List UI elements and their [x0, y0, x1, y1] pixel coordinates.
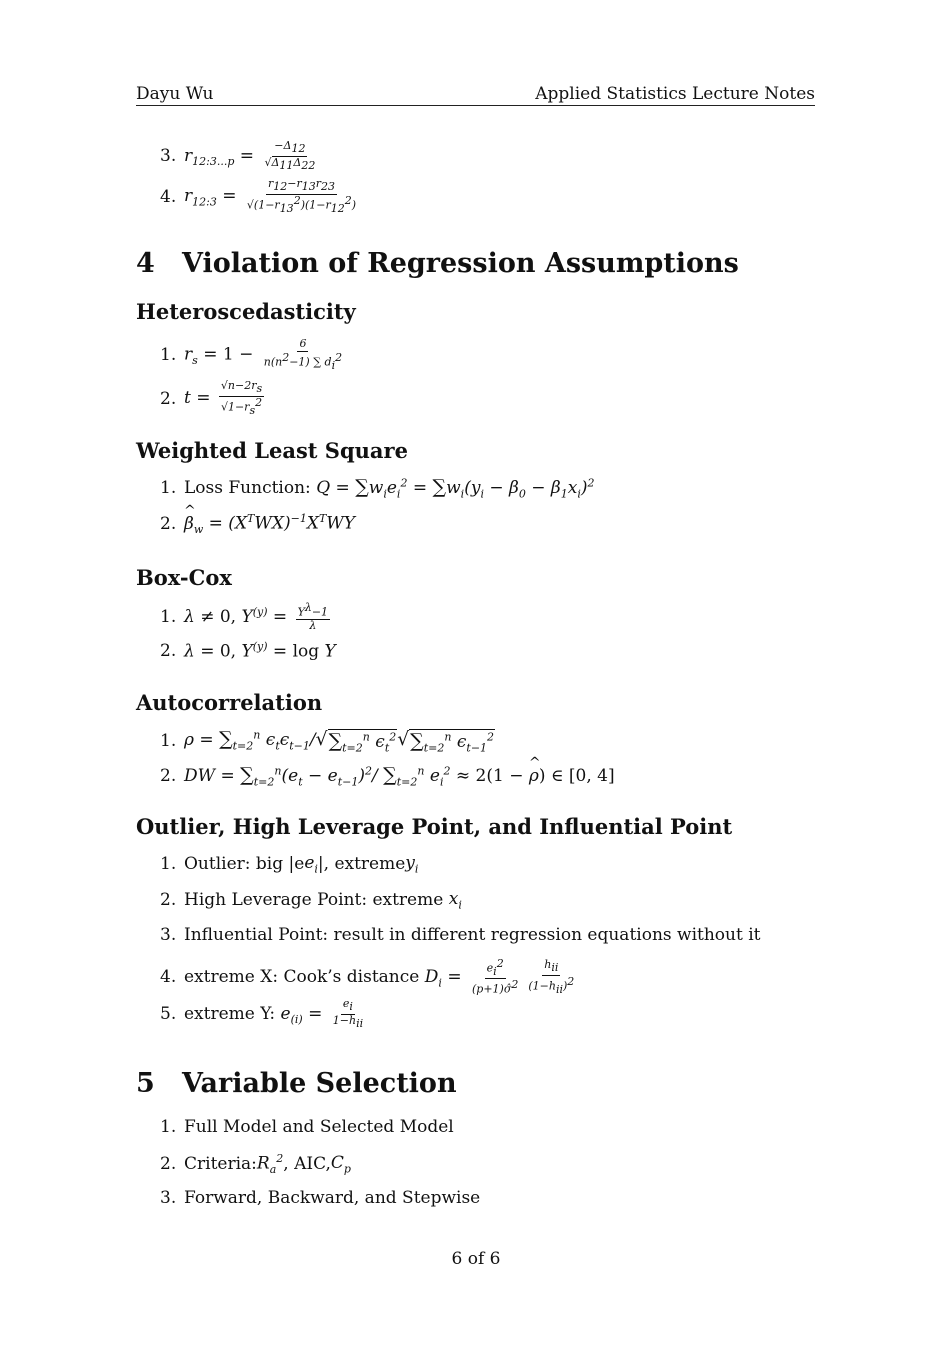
list-item: 5. extreme Y: $e_{(i)}$ = $\frac{e_i}{1-h_{ii}}$	[160, 997, 364, 1031]
list-item: 1. λ ≠ 0, $Y^{(y)}$ = $\frac{Y^\lambda-1}{\lambda}$	[160, 601, 329, 633]
page-number: 6 of 6	[451, 1249, 501, 1269]
partial-correlation-formula-3: $r_{12:3}$ = $\frac{r_{12}-r_{13}r_{23}}{√(1-r_{13}^2)(1-r_{12}^2)}$	[184, 177, 357, 215]
header-title: Applied Statistics Lecture Notes	[535, 84, 815, 104]
page-header	[136, 84, 815, 106]
list-item: 2. Criteria: $R_a^2$ , AIC, $C_p$	[160, 1152, 351, 1177]
list-item: 2. High Leverage Point: extreme $x_i$	[160, 889, 462, 912]
header-author: Dayu Wu	[136, 84, 214, 104]
list-item: 3. Forward, Backward, and Stepwise	[160, 1188, 481, 1208]
list-item: 1. $\rho = \sum_{t=2}^n$ $\epsilon_t\epsilon_{t-1}/$ √ $\sum_{t=2}^n$ $\epsilon_t^2$ √ $\sum_{t=2}^n$ $\epsilon_{t-1}^2$	[160, 728, 495, 755]
subsection-heading: Autocorrelation	[136, 690, 323, 715]
list-item: 1. Outlier: big |e $e_i$ |, extreme $y_i$	[160, 853, 419, 876]
list-item: 3. Influential Point: result in different regression equations without it	[160, 925, 761, 945]
section-heading: 5 Variable Selection	[136, 1068, 457, 1099]
subsection-heading: Box-Cox	[136, 565, 232, 590]
subsection-heading: Heteroscedasticity	[136, 299, 356, 324]
list-item: 2. t = $\frac{√n-2r_s}{√1-r_s^2}$	[160, 379, 263, 417]
subsection-heading: Outlier, High Leverage Point, and Influential Point	[136, 814, 733, 839]
list-item: 2. ^ $\beta_w = (X^TWX)^{-1}X^TWY$	[160, 512, 355, 536]
list-item: 1. $r_s = 1$ − $\frac{6}{n(n^2-1) \sum d_i^2}$	[160, 337, 343, 372]
list-item: 2. DW = $\sum_{t=2}^n(e_t - e_{t-1})^2/$ $\sum_{t=2}^n$ $e_i^2 \approx 2(1$ − ^ ρ) ∈ [0, 4]	[160, 764, 615, 788]
list-item: 1. Loss Function: $Q = \sum w_ie_i^2 = \sum w_i(y_i - \beta_0 - \beta_1x_i)^2$	[160, 476, 595, 501]
subsection-heading: Weighted Least Square	[136, 438, 408, 463]
list-item: 4. $r_{12:3}$ = $\frac{r_{12}-r_{13}r_{23}}{√(1-r_{13}^2)(1-r_{12}^2)}$	[160, 178, 361, 215]
section-heading: 4 Violation of Regression Assumptions	[136, 248, 739, 279]
list-item: 4. extreme X: Cook’s distance $D_i$ = $\frac{e_i^2}{(p+1)\sigmâ^2}$ $\frac{h_{ii}}{(1-h_{ii})^2}$	[160, 957, 575, 997]
partial-correlation-formula: $r_{12:3...p}$ = $\frac{-\Delta_{12}}{√\Delta_{11}\Delta_{22}}$	[184, 139, 316, 173]
list-item: 1. Full Model and Selected Model	[160, 1117, 454, 1137]
list-item: 2. λ = 0, $Y^{(y)} = \log Y$	[160, 640, 336, 662]
list-item: 3. $r_{12:3...p}$ = $\frac{-\Delta_{12}}{√\Delta_{11}\Delta_{22}}$	[160, 140, 320, 173]
